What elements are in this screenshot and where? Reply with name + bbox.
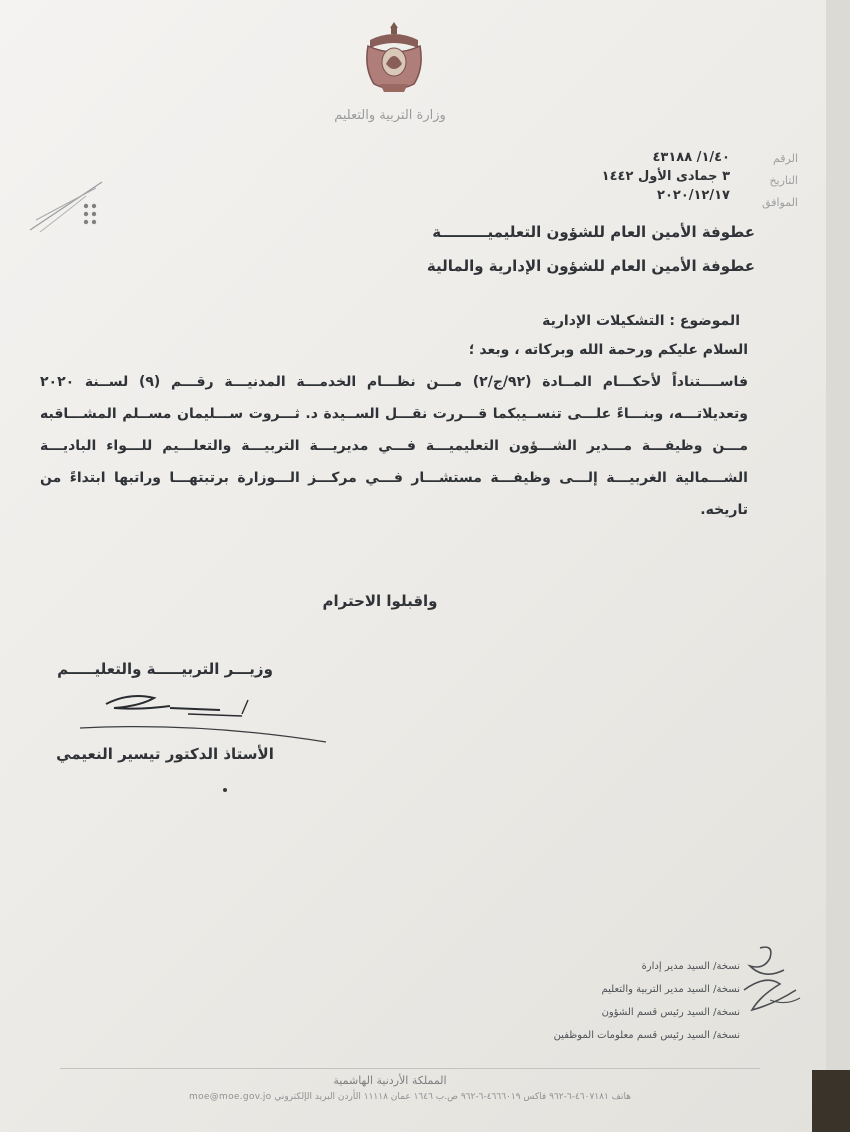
page-edge — [826, 0, 850, 1070]
signatory-title: وزيـــر التربيـــــة والتعليـــــم — [57, 660, 273, 678]
letter-body — [40, 334, 748, 526]
meta-labels — [738, 148, 798, 214]
copy-item: نسخة/ السيد مدير إدارة — [641, 961, 740, 972]
footer-contact: هاتف ٤٦٠٧١٨١-٦-٩٦٢ فاكس ٤٦٦٦٠١٩-٦-٩٦٢ ص.ب ١٦٤٦ عمان ١١١١٨ الأردن البريد الإلكتروني moe@moe.gov.jo — [189, 1092, 631, 1102]
gregorian-date: ٢٠٢٠/١٢/١٧ — [657, 188, 730, 203]
handwritten-mark-icon — [26, 176, 110, 236]
recipients — [160, 215, 755, 283]
meta-values — [540, 148, 730, 205]
hijri-date: ٣ جمادى الأول ١٤٤٢ — [601, 169, 730, 184]
copy-item: نسخة/ السيد مدير التربية والتعليم — [601, 984, 740, 995]
footer-divider — [60, 1068, 760, 1069]
subject-line: الموضوع : التشكيلات الإدارية — [542, 313, 740, 329]
meta-label-corresponding: الموافق — [762, 196, 798, 209]
greeting: السلام عليكم ورحمة الله وبركاته ، وبعد ؛ — [468, 342, 748, 358]
ink-dot — [223, 788, 227, 792]
copy-list — [500, 955, 740, 1047]
reference-number: ١/٤٠/ ٤٣١٨٨ — [652, 150, 730, 165]
ministry-name: وزارة التربية والتعليم — [334, 108, 446, 123]
coat-of-arms-icon — [360, 18, 428, 96]
signature-icon — [70, 684, 340, 744]
recipient-line: عطوفة الأمين العام للشؤون الإدارية والمالية — [426, 257, 755, 275]
table-surface — [812, 1070, 850, 1132]
body-paragraph: فاســــتناداً لأحكـــام المــادة (٩٢/ج/٢) مـــن نظـــام الخدمـــة المدنيـــة رقـــم (٩) لســنة ٢٠٢٠ وتعديلاتـــه، وبنـــاءً علـــى تنســيبكما قـــررت نقـــل الســيدة د. ثـــروت ســـليمان مســلم المشـــاقبه مـــن وظيفـــة مـــدير الشـــؤون التعليميـــة فـــي مديريـــة التربيـــة والتعلـــيم للـــواء الباديـــة الشـــمالية الغربيـــة إلـــى وظيفـــة مستشـــار فـــي مركـــز الـــوزارة برتبتهـــا وراتبها ابتداءً من تاريخه. — [40, 374, 748, 518]
closing-phrase: واقبلوا الاحترام — [322, 592, 438, 610]
meta-label-date: التاريخ — [769, 174, 798, 187]
copy-item: نسخة/ السيد رئيس قسم معلومات الموظفين — [553, 1030, 740, 1041]
meta-label-number: الرقم — [772, 152, 798, 165]
signatory-name: الأستاذ الدكتور تيسير النعيمي — [56, 745, 274, 763]
footer-title: المملكة الأردنية الهاشمية — [333, 1074, 447, 1087]
recipient-line: عطوفة الأمين العام للشؤون التعليميـــــــــة — [432, 223, 755, 241]
handwritten-annotation-icon — [730, 940, 810, 1020]
copy-item: نسخة/ السيد رئيس قسم الشؤون — [601, 1007, 740, 1018]
